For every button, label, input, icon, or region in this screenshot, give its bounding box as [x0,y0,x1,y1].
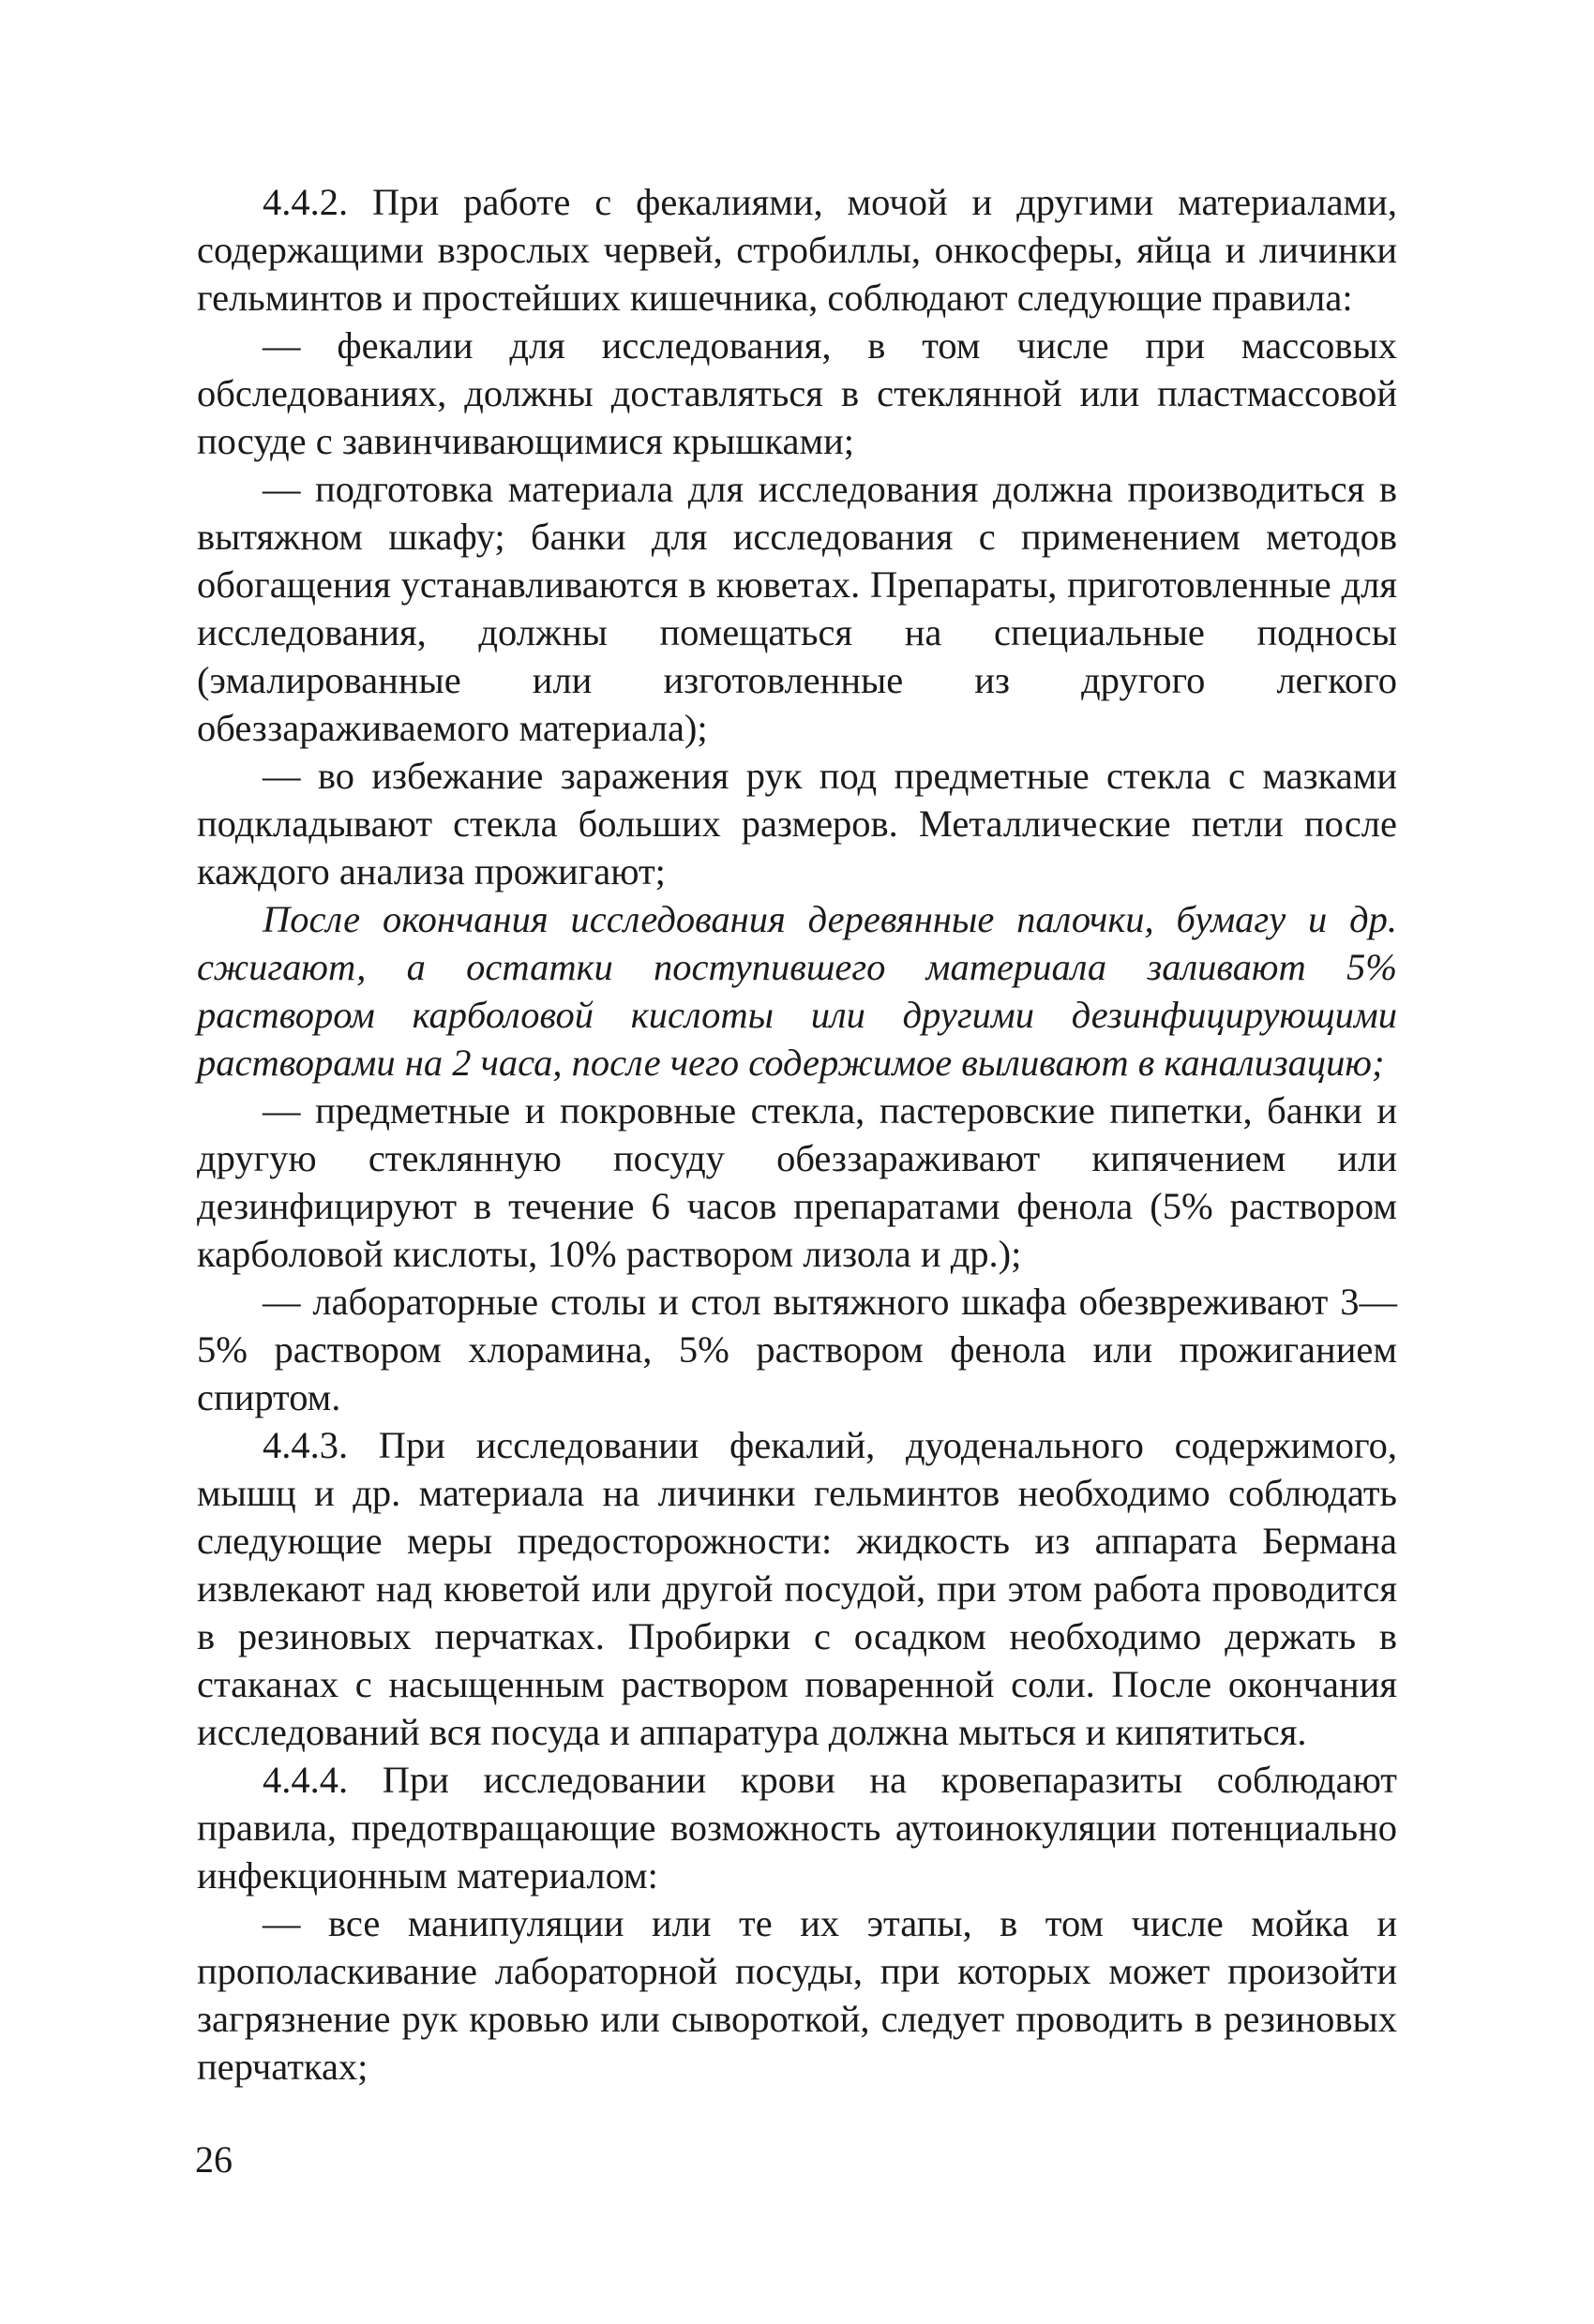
paragraph-4-4-2-intro: 4.4.2. При работе с фекалиями, мочой и другими материалами, содержащими взрослых червей, стробиллы, онкосферы, яйца и личинки гельминтов и простейших кишечника, соблюдают следующие правила: [197,181,1397,319]
paragraph-gloves-manipulations: — все манипуляции или те их этапы, в том числе мойка и прополаскивание лабораторной посуды, при которых может произойти загрязнение рук кровью или сывороткой, следует проводить в резиновых перчатках; [197,1902,1397,2088]
paragraph-after-research: После окончания исследования деревянные палочки, бумагу и др. сжигают, а остатки поступившего материала заливают 5% раствором карболовой кислоты или другими дезинфицирующими растворами на 2 часа, после чего содержимое выливают в канализацию; [197,898,1397,1084]
paragraph-lab-tables: — лабораторные столы и стол вытяжного шкафа обезвреживают 3—5% раствором хлорамина, 5% раствором фенола или прожиганием спиртом. [197,1281,1397,1418]
page-number: 26 [195,2138,233,2181]
paragraph-feces-delivery: — фекалии для исследования, в том числе при массовых обследованиях, должны доставляться в стеклянной или пластмассовой посуде с завинчивающимися крышками; [197,324,1397,462]
paragraph-material-preparation: — подготовка материала для исследования должна производиться в вытяжном шкафу; банки для исследования с применением методов обогащения устанавливаются в кюветах. Препараты, приготовленные для исследования, должны помещаться на специальные подносы (эмалированные или изготовленные из другого легкого обеззараживаемого материала); [197,468,1397,749]
paragraph-4-4-4: 4.4.4. При исследовании крови на кровепаразиты соблюдают правила, предотвращающие возможность аутоинокуляции потенциально инфекционным материалом: [197,1759,1397,1897]
paragraph-hand-protection: — во избежание заражения рук под предметные стекла с мазками подкладывают стекла больших размеров. Металлические петли после каждого анализа прожигают; [197,755,1397,892]
document-page [197,178,1397,2091]
paragraph-4-4-3: 4.4.3. При исследовании фекалий, дуоденального содержимого, мышц и др. материала на личинки гельминтов необходимо соблюдать следующие меры предосторожности: жидкость из аппарата Бермана извлекают над кюветой или другой посудой, при этом работа проводится в резиновых перчатках. Пробирки с осадком необходимо держать в стаканах с насыщенным раствором поваренной соли. После окончания исследований вся посуда и аппаратура должна мыться и кипятиться. [197,1424,1397,1753]
paragraph-glassware-disinfection: — предметные и покровные стекла, пастеровские пипетки, банки и другую стеклянную посуду обеззараживают кипячением или дезинфицируют в течение 6 часов препаратами фенола (5% раствором карболовой кислоты, 10% раствором лизола и др.); [197,1089,1397,1275]
